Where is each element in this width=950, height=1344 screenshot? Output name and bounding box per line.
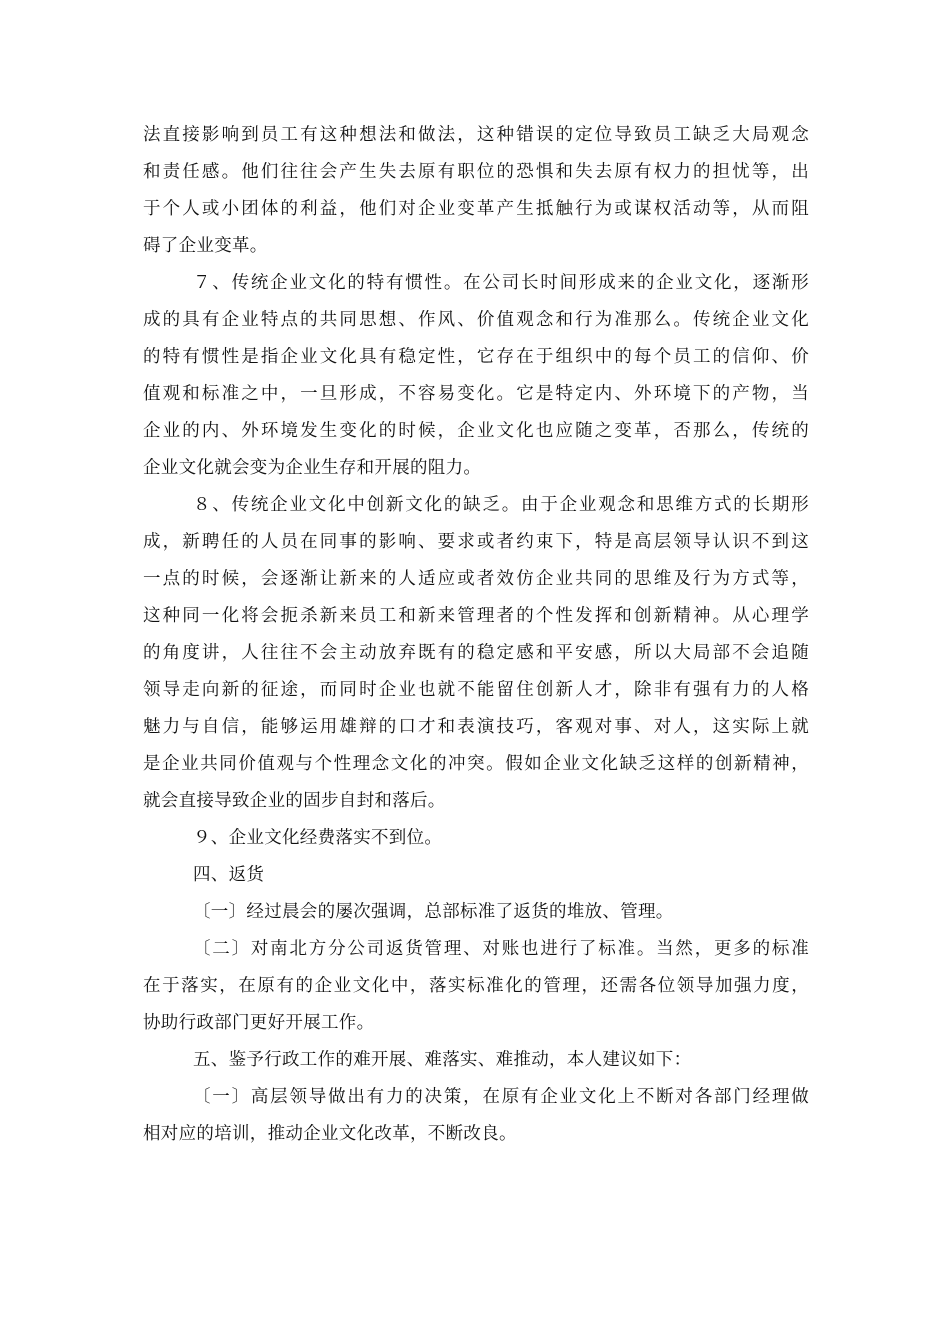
text-line: 五、鉴予行政工作的难开展、难落实、难推动，本人建议如下： (193, 1050, 692, 1070)
text-line: ８、传统企业文化中创新文化的缺乏。由于企业观念和思维方式的长期形 (193, 495, 809, 515)
text-line: 四、返货 (193, 865, 265, 885)
paragraph-item-8 (143, 487, 809, 820)
text-line: 和责任感。他们往往会产生失去原有职位的恐惧和失去原有权力的担忧等，出 (143, 162, 809, 182)
text-line: 协助行政部门更好开展工作。 (143, 1013, 375, 1033)
text-line: 就会直接导致企业的固步自封和落后。 (143, 791, 446, 811)
text-line: 企业的内、外环境发生变化的时候，企业文化也应随之变革，否那么，传统的 (143, 421, 809, 441)
paragraph-continuation (143, 117, 809, 265)
text-line: ７、传统企业文化的特有惯性。在公司长时间形成来的企业文化，逐渐形 (193, 273, 809, 293)
section-heading-suggestions (143, 1042, 809, 1079)
paragraph-item-9 (143, 820, 809, 857)
text-line: 魅力与自信，能够运用雄辩的口才和表演技巧，客观对事、对人，这实际上就 (143, 717, 809, 737)
paragraph-item-7 (143, 265, 809, 487)
text-line: 于个人或小团体的利益，他们对企业变革产生抵触行为或谋权活动等，从而阻 (143, 199, 809, 219)
text-line: 企业文化就会变为企业生存和开展的阻力。 (143, 458, 482, 478)
section-heading-returns (143, 857, 809, 894)
text-line: 成的具有企业特点的共同思想、作风、价值观念和行为准那么。传统企业文化 (143, 310, 809, 330)
paragraph-returns-1 (143, 894, 809, 931)
text-line: 领导走向新的征途，而同时企业也就不能留住创新人才，除非有强有力的人格 (143, 680, 809, 700)
text-line: ９、企业文化经费落实不到位。 (193, 828, 443, 848)
text-line: 是企业共同价值观与个性理念文化的冲突。假如企业文化缺乏这样的创新精神， (143, 754, 809, 774)
document-page (143, 117, 809, 1153)
text-line: 这种同一化将会扼杀新来员工和新来管理者的个性发挥和创新精神。从心理学 (143, 606, 809, 626)
text-line: 法直接影响到员工有这种想法和做法，这种错误的定位导致员工缺乏大局观念 (143, 125, 809, 145)
text-line: 在于落实，在原有的企业文化中，落实标准化的管理，还需各位领导加强力度， (143, 976, 809, 996)
paragraph-returns-2 (143, 931, 809, 1042)
text-line: 的角度讲，人往往不会主动放弃既有的稳定感和平安感，所以大局部不会追随 (143, 643, 809, 663)
text-line: 〔一〕高层领导做出有力的决策，在原有企业文化上不断对各部门经理做 (193, 1087, 809, 1107)
text-line: 值观和标准之中，一旦形成，不容易变化。它是特定内、外环境下的产物，当 (143, 384, 809, 404)
text-line: 相对应的培训，推动企业文化改革，不断改良。 (143, 1124, 517, 1144)
paragraph-suggestion-1 (143, 1079, 809, 1153)
text-line: 一点的时候，会逐渐让新来的人适应或者效仿企业共同的思维及行为方式等， (143, 569, 809, 589)
text-line: 〔二〕对南北方分公司返货管理、对账也进行了标准。当然，更多的标准 (193, 939, 809, 959)
text-line: 碍了企业变革。 (143, 236, 268, 256)
text-line: 〔一〕经过晨会的屡次强调，总部标准了返货的堆放、管理。 (193, 902, 674, 922)
text-line: 的特有惯性是指企业文化具有稳定性，它存在于组织中的每个员工的信仰、价 (143, 347, 809, 367)
text-line: 成，新聘任的人员在同事的影响、要求或者约束下，特是高层领导认识不到这 (143, 532, 809, 552)
